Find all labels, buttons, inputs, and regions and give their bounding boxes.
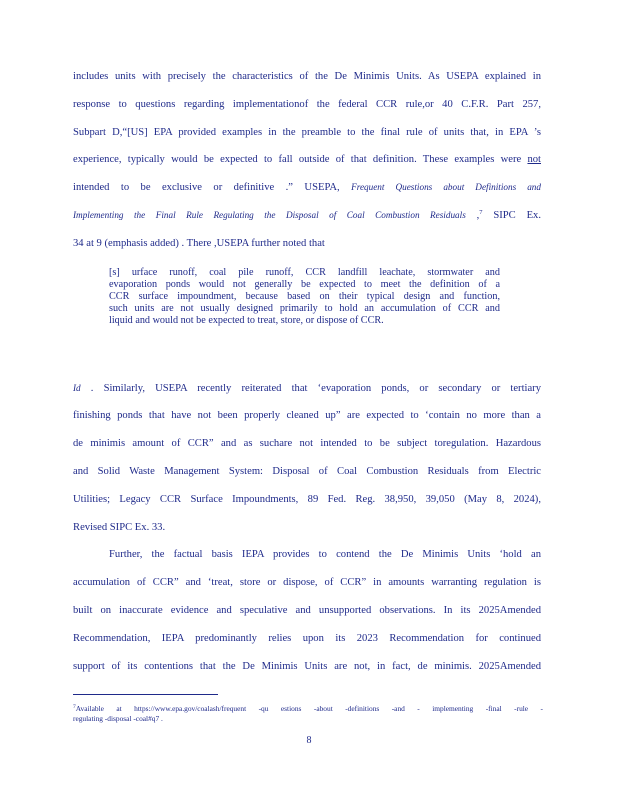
text-line: and Solid Waste Management System: Disposal of Coal Combustion Residuals from Electric bbox=[73, 465, 541, 477]
text-line bbox=[73, 382, 541, 395]
underlined-word: not bbox=[527, 154, 541, 166]
text-run: experience, typically would be expected to fall outside of that definition. These examples were bbox=[73, 154, 528, 166]
citation-title: Frequent Questions about Definitions and bbox=[351, 182, 541, 193]
text-run: intended to be exclusive or definitive .” USEPA, bbox=[73, 182, 352, 194]
text-line bbox=[73, 181, 541, 194]
footnote-divider bbox=[73, 694, 218, 695]
text-run: , bbox=[465, 209, 480, 221]
text-line: includes units with precisely the characteristics of the De Minimis Units. As USEPA explained in bbox=[73, 71, 541, 82]
footnote-marker: 7 bbox=[73, 704, 76, 710]
citation-title: Implementing the Final Rule Regulating the Disposal of Coal Combustion Residuals bbox=[73, 209, 466, 220]
body-text bbox=[73, 70, 541, 687]
text-line: built on inaccurate evidence and speculative and unsupported observations. In its 2025Amended bbox=[73, 604, 541, 616]
text-line bbox=[73, 153, 541, 166]
id-citation: Id bbox=[73, 382, 81, 393]
quote-line: [s] urface runoff, coal pile runoff, CCR landfill leachate, stormwater and bbox=[109, 267, 500, 278]
text-line bbox=[73, 209, 541, 222]
text-line: finishing ponds that have not been properly cleaned up” are expected to ‘contain no more than a bbox=[73, 410, 541, 422]
quote-line: liquid and would not be expected to treat, store, or dispose of CCR. bbox=[109, 315, 384, 326]
text-line: de minimis amount of CCR” and as suchare not intended to be subject toregulation. Hazardous bbox=[73, 438, 541, 450]
text-line: support of its contentions that the De Minimis Units are not, in fact, de minimis. 2025Amended bbox=[73, 660, 541, 672]
footnote-line: regulating -disposal -coal#q7 . bbox=[73, 714, 163, 723]
footnote bbox=[73, 704, 543, 724]
footnote-ref[interactable]: 7 bbox=[479, 208, 483, 216]
text-line: Further, the factual basis IEPA provides to contend the De Minimis Units ‘hold an bbox=[109, 549, 541, 561]
footnote-line bbox=[73, 704, 543, 714]
quote-line: such units are not usually designed primarily to hold an accumulation of CCR and bbox=[109, 303, 500, 314]
page-number: 8 bbox=[306, 735, 312, 746]
quote-line: evaporation ponds would not generally be expected to meet the definition of a bbox=[109, 279, 500, 290]
quote-line: CCR surface impoundment, because based on their typical design and function, bbox=[109, 291, 500, 302]
text-line: Revised SIPC Ex. 33. bbox=[73, 521, 166, 533]
footnote-url-text[interactable]: Available at https://www.epa.gov/coalash/frequent -qu estions -about -definitions -and - implementing -final -rule - bbox=[75, 704, 543, 713]
text-line: response to questions regarding implementationof the federal CCR rule,or 40 C.F.R. Part 257, bbox=[73, 98, 541, 110]
text-line: Recommendation, IEPA predominantly relies upon its 2023 Recommendation for continued bbox=[73, 632, 541, 644]
block-quote bbox=[109, 267, 500, 327]
text-line: Utilities; Legacy CCR Surface Impoundments, 89 Fed. Reg. 38,950, 39,050 (May 8, 2024), bbox=[73, 493, 541, 505]
text-line: accumulation of CCR” and ‘treat, store or dispose, of CCR” in amounts warranting regulation is bbox=[73, 577, 541, 589]
text-line: 34 at 9 (emphasis added) . There ,USEPA further noted that bbox=[73, 237, 325, 249]
text-run: . Similarly, USEPA recently reiterated that ‘evaporation ponds, or secondary or tertiary bbox=[80, 382, 541, 394]
text-run: SIPC Ex. bbox=[482, 209, 541, 221]
text-line: Subpart D,“[US] EPA provided examples in the preamble to the final rule of units that, in EPA ’s bbox=[73, 126, 541, 138]
